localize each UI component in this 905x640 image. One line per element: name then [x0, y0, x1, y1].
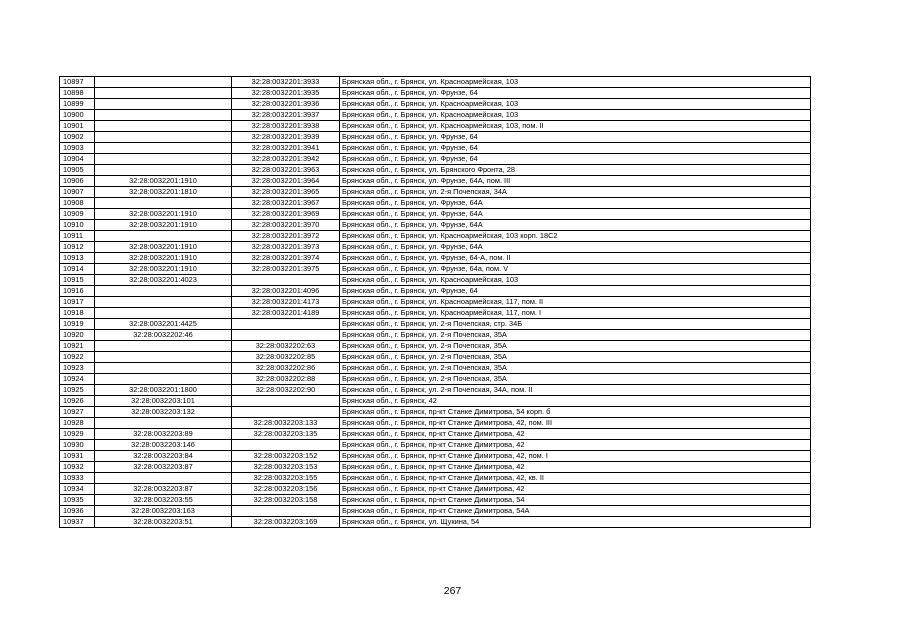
address-cell: Брянская обл., г. Брянск, пр-кт Станке Димитрова, 42, пом. III [340, 418, 811, 429]
address-cell: Брянская обл., г. Брянск, ул. Фрунзе, 64А [340, 242, 811, 253]
cadastral-number-cell: 32:28:0032203:132 [95, 407, 232, 418]
registry-table-body [60, 77, 811, 528]
row-number-cell: 10902 [60, 132, 95, 143]
cadastral-number-cell: 32:28:0032203:146 [95, 440, 232, 451]
table-row [60, 330, 811, 341]
premises-cadastral-number-cell: 32:28:0032201:3942 [232, 154, 340, 165]
table-row [60, 484, 811, 495]
address-cell: Брянская обл., г. Брянск, ул. Фрунзе, 64 [340, 154, 811, 165]
row-number-cell: 10915 [60, 275, 95, 286]
table-row [60, 341, 811, 352]
table-row [60, 506, 811, 517]
table-row [60, 110, 811, 121]
row-number-cell: 10933 [60, 473, 95, 484]
premises-cadastral-number-cell: 32:28:0032201:3936 [232, 99, 340, 110]
row-number-cell: 10924 [60, 374, 95, 385]
row-number-cell: 10920 [60, 330, 95, 341]
address-cell: Брянская обл., г. Брянск, ул. 2-я Почепская, 34А [340, 187, 811, 198]
table-row [60, 143, 811, 154]
row-number-cell: 10926 [60, 396, 95, 407]
row-number-cell: 10897 [60, 77, 95, 88]
row-number-cell: 10909 [60, 209, 95, 220]
table-row [60, 473, 811, 484]
address-cell: Брянская обл., г. Брянск, ул. 2-я Почепская, 35А [340, 341, 811, 352]
cadastral-number-cell [95, 198, 232, 209]
premises-cadastral-number-cell: 32:28:0032201:3941 [232, 143, 340, 154]
address-cell: Брянская обл., г. Брянск, ул. Красноармейская, 103 [340, 99, 811, 110]
row-number-cell: 10905 [60, 165, 95, 176]
premises-cadastral-number-cell: 32:28:0032201:3938 [232, 121, 340, 132]
cadastral-number-cell: 32:28:0032201:1910 [95, 242, 232, 253]
table-row [60, 429, 811, 440]
premises-cadastral-number-cell: 32:28:0032201:4189 [232, 308, 340, 319]
address-cell: Брянская обл., г. Брянск, ул. Красноармейская, 103 [340, 110, 811, 121]
premises-cadastral-number-cell: 32:28:0032201:3973 [232, 242, 340, 253]
cadastral-number-cell [95, 99, 232, 110]
premises-cadastral-number-cell [232, 319, 340, 330]
table-row [60, 220, 811, 231]
cadastral-number-cell: 32:28:0032201:1910 [95, 220, 232, 231]
row-number-cell: 10932 [60, 462, 95, 473]
premises-cadastral-number-cell: 32:28:0032203:135 [232, 429, 340, 440]
address-cell: Брянская обл., г. Брянск, ул. 2-я Почепская, 35А [340, 374, 811, 385]
premises-cadastral-number-cell: 32:28:0032203:155 [232, 473, 340, 484]
row-number-cell: 10912 [60, 242, 95, 253]
row-number-cell: 10931 [60, 451, 95, 462]
address-cell: Брянская обл., г. Брянск, ул. Фрунзе, 64 [340, 286, 811, 297]
table-row [60, 187, 811, 198]
address-cell: Брянская обл., г. Брянск, пр-кт Станке Димитрова, 54 [340, 495, 811, 506]
row-number-cell: 10910 [60, 220, 95, 231]
row-number-cell: 10916 [60, 286, 95, 297]
row-number-cell: 10934 [60, 484, 95, 495]
premises-cadastral-number-cell: 32:28:0032202:63 [232, 341, 340, 352]
address-cell: Брянская обл., г. Брянск, пр-кт Станке Димитрова, 42, кв. II [340, 473, 811, 484]
row-number-cell: 10901 [60, 121, 95, 132]
table-row [60, 517, 811, 528]
table-row [60, 99, 811, 110]
row-number-cell: 10918 [60, 308, 95, 319]
table-row [60, 297, 811, 308]
table-row [60, 451, 811, 462]
cadastral-number-cell: 32:28:0032201:4425 [95, 319, 232, 330]
cadastral-number-cell: 32:28:0032203:89 [95, 429, 232, 440]
address-cell: Брянская обл., г. Брянск, ул. 2-я Почепская, 34А, пом. II [340, 385, 811, 396]
premises-cadastral-number-cell: 32:28:0032201:3969 [232, 209, 340, 220]
address-cell: Брянская обл., г. Брянск, 42 [340, 396, 811, 407]
table-row [60, 198, 811, 209]
table-row [60, 231, 811, 242]
cadastral-number-cell [95, 352, 232, 363]
premises-cadastral-number-cell: 32:28:0032201:4096 [232, 286, 340, 297]
address-cell: Брянская обл., г. Брянск, ул. Фрунзе, 64 [340, 143, 811, 154]
address-cell: Брянская обл., г. Брянск, ул. Красноармейская, 117, пом. I [340, 308, 811, 319]
cadastral-number-cell: 32:28:0032201:4023 [95, 275, 232, 286]
address-cell: Брянская обл., г. Брянск, ул. Красноармейская, 103, пом. II [340, 121, 811, 132]
cadastral-number-cell [95, 165, 232, 176]
table-row [60, 132, 811, 143]
table-row [60, 209, 811, 220]
premises-cadastral-number-cell: 32:28:0032203:156 [232, 484, 340, 495]
address-cell: Брянская обл., г. Брянск, ул. Красноармейская, 117, пом. II [340, 297, 811, 308]
address-cell: Брянская обл., г. Брянск, ул. 2-я Почепская, 35А [340, 363, 811, 374]
page-number: 267 [443, 585, 462, 597]
address-cell: Брянская обл., г. Брянск, пр-кт Станке Димитрова, 54 корп. б [340, 407, 811, 418]
address-cell: Брянская обл., г. Брянск, ул. Фрунзе, 64А [340, 198, 811, 209]
premises-cadastral-number-cell: 32:28:0032203:158 [232, 495, 340, 506]
cadastral-number-cell [95, 88, 232, 99]
row-number-cell: 10914 [60, 264, 95, 275]
address-cell: Брянская обл., г. Брянск, ул. Красноармейская, 103 корп. 18С2 [340, 231, 811, 242]
table-row [60, 462, 811, 473]
premises-cadastral-number-cell: 32:28:0032201:3965 [232, 187, 340, 198]
address-cell: Брянская обл., г. Брянск, ул. Фрунзе, 64А [340, 209, 811, 220]
premises-cadastral-number-cell: 32:28:0032201:3935 [232, 88, 340, 99]
cadastral-number-cell [95, 154, 232, 165]
row-number-cell: 10937 [60, 517, 95, 528]
cadastral-number-cell [95, 418, 232, 429]
cadastral-number-cell: 32:28:0032203:51 [95, 517, 232, 528]
cadastral-number-cell: 32:28:0032203:87 [95, 462, 232, 473]
premises-cadastral-number-cell: 32:28:0032201:3939 [232, 132, 340, 143]
premises-cadastral-number-cell [232, 330, 340, 341]
premises-cadastral-number-cell: 32:28:0032203:133 [232, 418, 340, 429]
address-cell: Брянская обл., г. Брянск, ул. Фрунзе, 64 [340, 132, 811, 143]
cadastral-number-cell [95, 308, 232, 319]
address-cell: Брянская обл., г. Брянск, пр-кт Станке Димитрова, 42 [340, 484, 811, 495]
cadastral-number-cell [95, 363, 232, 374]
row-number-cell: 10922 [60, 352, 95, 363]
row-number-cell: 10898 [60, 88, 95, 99]
cadastral-number-cell [95, 374, 232, 385]
premises-cadastral-number-cell [232, 407, 340, 418]
row-number-cell: 10913 [60, 253, 95, 264]
premises-cadastral-number-cell: 32:28:0032202:90 [232, 385, 340, 396]
cadastral-number-cell: 32:28:0032201:1910 [95, 176, 232, 187]
cadastral-number-cell [95, 143, 232, 154]
table-row [60, 363, 811, 374]
cadastral-number-cell: 32:28:0032201:1810 [95, 187, 232, 198]
premises-cadastral-number-cell: 32:28:0032203:153 [232, 462, 340, 473]
row-number-cell: 10923 [60, 363, 95, 374]
cadastral-number-cell [95, 132, 232, 143]
cadastral-number-cell: 32:28:0032201:1910 [95, 264, 232, 275]
row-number-cell: 10899 [60, 99, 95, 110]
address-cell: Брянская обл., г. Брянск, ул. 2-я Почепская, 35А [340, 352, 811, 363]
table-row [60, 165, 811, 176]
table-row [60, 308, 811, 319]
row-number-cell: 10917 [60, 297, 95, 308]
table-row [60, 121, 811, 132]
address-cell: Брянская обл., г. Брянск, ул. Фрунзе, 64А, пом. III [340, 176, 811, 187]
premises-cadastral-number-cell: 32:28:0032201:3974 [232, 253, 340, 264]
cadastral-number-cell [95, 121, 232, 132]
cadastral-number-cell [95, 473, 232, 484]
row-number-cell: 10900 [60, 110, 95, 121]
premises-cadastral-number-cell: 32:28:0032201:3964 [232, 176, 340, 187]
premises-cadastral-number-cell [232, 275, 340, 286]
cadastral-number-cell: 32:28:0032201:1910 [95, 209, 232, 220]
address-cell: Брянская обл., г. Брянск, ул. Щукина, 54 [340, 517, 811, 528]
table-row [60, 286, 811, 297]
cadastral-number-cell: 32:28:0032203:87 [95, 484, 232, 495]
row-number-cell: 10906 [60, 176, 95, 187]
row-number-cell: 10929 [60, 429, 95, 440]
table-row [60, 440, 811, 451]
address-cell: Брянская обл., г. Брянск, ул. Красноармейская, 103 [340, 77, 811, 88]
row-number-cell: 10927 [60, 407, 95, 418]
row-number-cell: 10925 [60, 385, 95, 396]
cadastral-number-cell [95, 110, 232, 121]
cadastral-number-cell: 32:28:0032201:1800 [95, 385, 232, 396]
address-cell: Брянская обл., г. Брянск, пр-кт Станке Димитрова, 54А [340, 506, 811, 517]
address-cell: Брянская обл., г. Брянск, ул. 2-я Почепская, стр. 34Б [340, 319, 811, 330]
row-number-cell: 10936 [60, 506, 95, 517]
premises-cadastral-number-cell: 32:28:0032201:3972 [232, 231, 340, 242]
premises-cadastral-number-cell: 32:28:0032202:85 [232, 352, 340, 363]
address-cell: Брянская обл., г. Брянск, ул. Фрунзе, 64 [340, 88, 811, 99]
table-row [60, 319, 811, 330]
row-number-cell: 10928 [60, 418, 95, 429]
address-cell: Брянская обл., г. Брянск, пр-кт Станке Димитрова, 42 [340, 462, 811, 473]
premises-cadastral-number-cell: 32:28:0032201:3970 [232, 220, 340, 231]
table-row [60, 253, 811, 264]
row-number-cell: 10921 [60, 341, 95, 352]
address-cell: Брянская обл., г. Брянск, ул. Фрунзе, 64а, пом. V [340, 264, 811, 275]
cadastral-number-cell: 32:28:0032203:163 [95, 506, 232, 517]
address-cell: Брянская обл., г. Брянск, пр-кт Станке Димитрова, 42 [340, 429, 811, 440]
premises-cadastral-number-cell [232, 506, 340, 517]
cadastral-number-cell: 32:28:0032202:46 [95, 330, 232, 341]
premises-cadastral-number-cell: 32:28:0032201:3975 [232, 264, 340, 275]
row-number-cell: 10930 [60, 440, 95, 451]
premises-cadastral-number-cell [232, 396, 340, 407]
row-number-cell: 10907 [60, 187, 95, 198]
premises-cadastral-number-cell: 32:28:0032201:3933 [232, 77, 340, 88]
cadastral-number-cell: 32:28:0032201:1910 [95, 253, 232, 264]
premises-cadastral-number-cell: 32:28:0032201:4173 [232, 297, 340, 308]
cadastral-number-cell [95, 77, 232, 88]
cadastral-number-cell: 32:28:0032203:55 [95, 495, 232, 506]
cadastral-number-cell [95, 286, 232, 297]
row-number-cell: 10919 [60, 319, 95, 330]
row-number-cell: 10904 [60, 154, 95, 165]
table-row [60, 77, 811, 88]
cadastral-number-cell [95, 231, 232, 242]
row-number-cell: 10903 [60, 143, 95, 154]
premises-cadastral-number-cell: 32:28:0032201:3967 [232, 198, 340, 209]
address-cell: Брянская обл., г. Брянск, ул. 2-я Почепская, 35А [340, 330, 811, 341]
address-cell: Брянская обл., г. Брянск, ул. Фрунзе, 64А [340, 220, 811, 231]
premises-cadastral-number-cell [232, 440, 340, 451]
table-row [60, 352, 811, 363]
cadastral-number-cell [95, 341, 232, 352]
premises-cadastral-number-cell: 32:28:0032202:88 [232, 374, 340, 385]
table-row [60, 88, 811, 99]
cadastral-number-cell: 32:28:0032203:101 [95, 396, 232, 407]
cadastral-number-cell [95, 297, 232, 308]
row-number-cell: 10911 [60, 231, 95, 242]
table-row [60, 242, 811, 253]
address-cell: Брянская обл., г. Брянск, пр-кт Станке Димитрова, 42, пом. I [340, 451, 811, 462]
premises-cadastral-number-cell: 32:28:0032203:169 [232, 517, 340, 528]
premises-cadastral-number-cell: 32:28:0032201:3937 [232, 110, 340, 121]
table-row [60, 275, 811, 286]
table-row [60, 385, 811, 396]
premises-cadastral-number-cell: 32:28:0032202:86 [232, 363, 340, 374]
table-row [60, 495, 811, 506]
address-cell: Брянская обл., г. Брянск, пр-кт Станке Димитрова, 42 [340, 440, 811, 451]
table-row [60, 396, 811, 407]
table-row [60, 407, 811, 418]
row-number-cell: 10908 [60, 198, 95, 209]
premises-cadastral-number-cell: 32:28:0032201:3963 [232, 165, 340, 176]
address-cell: Брянская обл., г. Брянск, ул. Фрунзе, 64-А, пом. II [340, 253, 811, 264]
premises-cadastral-number-cell: 32:28:0032203:152 [232, 451, 340, 462]
property-registry-table [59, 76, 811, 528]
table-row [60, 176, 811, 187]
cadastral-number-cell: 32:28:0032203:84 [95, 451, 232, 462]
address-cell: Брянская обл., г. Брянск, ул. Брянского Фронта, 28 [340, 165, 811, 176]
table-row [60, 418, 811, 429]
table-row [60, 154, 811, 165]
address-cell: Брянская обл., г. Брянск, ул. Красноармейская, 103 [340, 275, 811, 286]
table-row [60, 264, 811, 275]
table-row [60, 374, 811, 385]
row-number-cell: 10935 [60, 495, 95, 506]
